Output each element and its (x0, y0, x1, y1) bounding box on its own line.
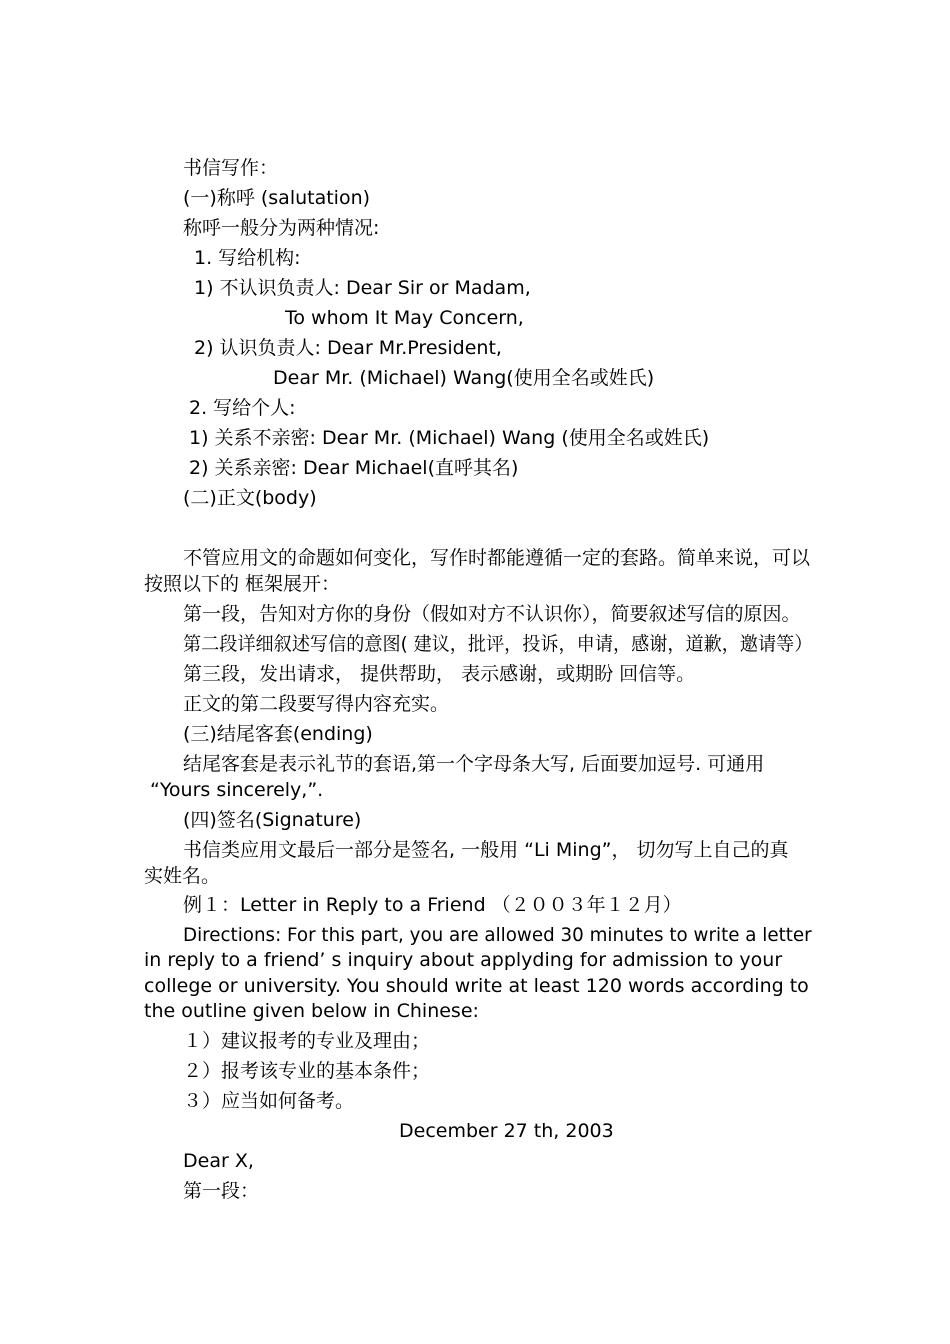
letter-date: December 27 th, 2003 (399, 1120, 614, 1142)
directions-line-1: Directions: For this part, you are allowed 30 minutes to write a letter (183, 924, 812, 946)
paragraph-3-guide: 第三段，发出请求， 提供帮助， 表示感谢，或期盼 回信等。 (183, 663, 696, 685)
section-ending-title: (三)结尾客套(ending) (183, 723, 373, 745)
person-title: 2. 写给个人: (189, 397, 296, 419)
paragraph-2-note: 正文的第二段要写得内容充实。 (183, 693, 450, 715)
directions-line-2: in reply to a friend’ s inquiry about applyding for admission to your (144, 949, 783, 971)
body-intro-line-2: 按照以下的 框架展开： (144, 573, 341, 595)
org-item-1-alt: To whom It May Concern, (285, 307, 524, 329)
letter-greeting: Dear X, (183, 1150, 254, 1172)
outline-item-3: ３）应当如何备考。 (183, 1090, 355, 1112)
paragraph-2-guide: 第二段详细叙述写信的意图( 建议，批评，投诉，申请，感谢，道歉，邀请等） (183, 633, 813, 655)
paragraph-1-guide: 第一段，告知对方你的身份（假如对方不认识你），简要叙述写信的原因。 (183, 603, 801, 625)
outline-item-1: １）建议报考的专业及理由； (183, 1030, 431, 1052)
salutation-intro: 称呼一般分为两种情况: (183, 217, 380, 239)
heading: 书信写作： (183, 157, 279, 179)
person-item-2: 2) 关系亲密: Dear Michael(直呼其名) (189, 457, 519, 479)
org-item-1: 1) 不认识负责人: Dear Sir or Madam, (194, 277, 531, 299)
org-title: 1. 写给机构: (194, 247, 301, 269)
signature-desc-line-2: 实姓名。 (144, 865, 221, 887)
directions-line-3: college or university. You should write at least 120 words according to (144, 975, 809, 997)
body-intro-line-1: 不管应用文的命题如何变化，写作时都能遵循一定的套路。简单来说，可以 (183, 547, 811, 569)
signature-desc-line-1: 书信类应用文最后一部分是签名, 一般用 “Li Ming”， 切勿写上自己的真 (183, 839, 789, 861)
outline-item-2: ２）报考该专业的基本条件； (183, 1060, 431, 1082)
ending-desc-line-2: “Yours sincerely,”. (150, 779, 324, 801)
example-title: 例１：Letter in Reply to a Friend （２００３年１２月） (183, 894, 682, 916)
directions-line-4: the outline given below in Chinese: (144, 1000, 479, 1022)
first-paragraph-label: 第一段： (183, 1180, 260, 1202)
section-body-title: (二)正文(body) (183, 487, 317, 509)
ending-desc-line-1: 结尾客套是表示礼节的套语,第一个字母条大写, 后面要加逗号. 可通用 (183, 753, 765, 775)
org-item-2-alt: Dear Mr. (Michael) Wang(使用全名或姓氏) (273, 367, 655, 389)
org-item-2: 2) 认识负责人: Dear Mr.President, (194, 337, 502, 359)
person-item-1: 1) 关系不亲密: Dear Mr. (Michael) Wang (使用全名或姓氏) (189, 427, 710, 449)
section-signature-title: (四)签名(Signature) (183, 809, 362, 831)
section-salutation-title: (一)称呼 (salutation) (183, 187, 371, 209)
